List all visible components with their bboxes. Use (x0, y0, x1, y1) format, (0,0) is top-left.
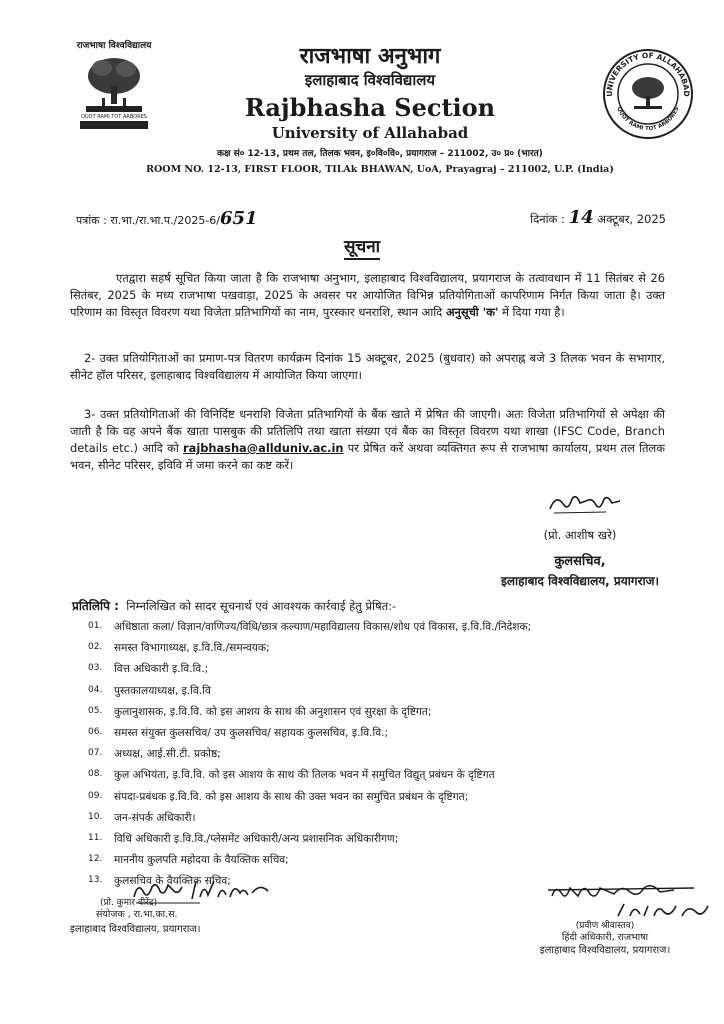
svg-text:राजभाषा विश्वविद्यालय: राजभाषा विश्वविद्यालय (76, 41, 152, 51)
list-item: 06. समस्त संयुक्त कुलसचिव/ उप कुलसचिव/ सहायक कुलसचिव, इ.वि.वि.; (88, 726, 389, 739)
schedule-ka-reference: अनुसूची 'क' (445, 305, 499, 319)
university-name-english: University of Allahabad (271, 124, 469, 142)
rajbhasha-emblem-logo (66, 38, 162, 130)
office-title-hindi: राजभाषा अनुभाग (299, 44, 441, 69)
list-item: 13. कुलसचिव के वैयक्तिक सचिव; (88, 875, 231, 888)
convener-designation: संयोजक , रा.भा.का.स. (96, 909, 178, 920)
list-item: 03. वित्त अधिकारी इ.वि.वि.; (88, 663, 209, 676)
hindi-officer-university: इलाहाबाद विश्वविद्यालय, प्रयागराज। (539, 945, 671, 956)
svg-text:QUOT RAMI TOT ARBORES: QUOT RAMI TOT ARBORES (615, 106, 681, 133)
address-hindi: कक्ष सं० 12-13, प्रथम तल, तिलक भवन, इ०वि०वि०, प्रयागराज – 211002, उ० प्र० (भारत) (217, 149, 543, 159)
convener-university: इलाहाबाद विश्वविद्यालय, प्रयागराज। (70, 924, 201, 935)
date-month-year: अक्टूबर, 2025 (597, 212, 666, 226)
letter-reference (76, 208, 258, 229)
reference-label: पत्रांक : रा.भा./रा.भा.प./2025-6/ (76, 214, 220, 227)
paragraph-1: एतद्वारा सहर्ष सूचित किया जाता है कि राजभाषा अनुभाग, इलाहाबाद विश्वविद्यालय, प्रयागराज के तत्वावधान में 11 सितंबर से 26 सितंबर, 2025 के मध्य राजभाषा पखवाड़ा, 2025 के अवसर पर आयोजित विभिन्न प्रतियोगिताओं कापरिणाम निर्गत किया जाता है। उक्त परिणाम का विस्तृत विवरण यथा विजेता प्रतिभागियों का नाम, पुरस्कार धनराशि, स्थान आदि अनुसूची 'क' में दिया गया है। (70, 271, 665, 319)
date-label: दिनांक : (530, 212, 565, 226)
list-item: 02. समस्त विभागाध्यक्ष, इ.वि.वि./समन्वयक; (88, 642, 270, 655)
registrar-signature (546, 489, 626, 517)
registrar-name: (प्रो. आशीष खरे) (543, 528, 617, 542)
paragraph-2: 2- उक्त प्रतियोगिताओं का प्रमाण-पत्र वितरण कार्यक्रम दिनांक 15 अक्टूबर, 2025 (बुधवार) को अपराह्न बजे 3 तिलक भवन के सभागार, सीनेट हॉल परिसर, इलाहाबाद विश्वविद्यालय में आयोजित किया जाएगा। (70, 351, 665, 382)
svg-text:QUOT RAMI TOT ARBORES: QUOT RAMI TOT ARBORES (81, 114, 147, 120)
list-item: 07. अध्यक्ष, आई.सी.टी. प्रकोष्ठ; (88, 748, 221, 761)
list-item: 11. विधि अधिकारी इ.वि.वि./प्लेसमेंट अधिकारी/अन्य प्रशासनिक अधिकारीगण; (88, 832, 399, 845)
university-seal-logo (602, 48, 694, 140)
hindi-officer-name: (प्रवीण श्रीवास्तव) (575, 921, 635, 931)
registrar-designation: कुलसचिव, (554, 554, 606, 569)
distribution-list (88, 620, 688, 895)
date-day: 14 (568, 207, 594, 228)
hindi-officer-designation: हिंदी अधिकारी, राजभाषा (561, 932, 649, 943)
list-item: 10. जन-संपर्क अधिकारी। (88, 811, 196, 824)
copy-to-heading: प्रतिलिपि : निम्नलिखित को सादर सूचनार्थ एवं आवश्यक कार्रवाई हेतु प्रेषित:- (72, 599, 397, 613)
paragraph-3: 3- उक्त प्रतियोगिताओं की विनिर्दिष्ट धनराशि विजेता प्रतिभागियों के बैंक खाते में प्रेषित की जाएगी। अतः विजेता प्रतिभागियों से अपेक्षा की जाती है कि वह अपने बैंक खाता पासबुक की प्रतिलिपि तथा खाता संख्या एवं बैंक का विस्तृत विवरण यथा शाखा (IFSC Code, Branch details etc.) आदि को rajbhasha@allduniv.ac.in पर प्रेषित करें अथवा व्यक्तिगत रूप से राजभाषा कार्यालय, प्रथम तल तिलक भवन, सीनेट परिसर, इविवि में जमा करने का कष्ट करें। (70, 407, 665, 472)
letter-date (530, 207, 666, 228)
svg-text:UNIVERSITY OF ALLAHABAD: UNIVERSITY OF ALLAHABAD (604, 50, 692, 97)
list-item: 04. पुस्तकालयाध्यक्ष, इ.वि.वि (88, 684, 211, 697)
convener-name: (प्रो. कुमार वीरेंद्र) (100, 898, 158, 908)
address-english: ROOM NO. 12-13, FIRST FLOOR, TILAk BHAWAN, UoA, Prayagraj – 211002, U.P. (India) (146, 164, 614, 175)
list-item: 01. अधिष्ठाता कला/ विज्ञान/वाणिज्य/विधि/छात्र कल्याण/महाविद्यालय विकास/शोध एवं विकास, इ.वि.वि./निदेशक; (88, 621, 532, 633)
list-item: 08. कुल अभियंता, इ.वि.वि. को इस आशय के साथ की तिलक भवन में समुचित विद्युत् प्रबंधन के दृष्टिगत (88, 769, 495, 782)
list-item: 12. माननीय कुलपति महोदया के वैयक्तिक सचिव; (88, 854, 289, 867)
list-item: 09. संपदा-प्रबंधक इ.वि.वि. को इस आशय के साथ की उक्त भवन का समुचित प्रबंधन के दृष्टिगत; (88, 790, 469, 803)
notice-title: सूचना (0, 234, 724, 257)
reference-number: 651 (220, 208, 258, 229)
registrar-university: इलाहाबाद विश्वविद्यालय, प्रयागराज। (500, 574, 660, 588)
copy-to-label: प्रतिलिपि : (72, 599, 119, 613)
email-link[interactable]: rajbhasha@allduniv.ac.in (183, 441, 344, 455)
office-title-english: Rajbhasha Section (244, 93, 496, 122)
university-name-hindi: इलाहाबाद विश्वविद्यालय (304, 71, 436, 89)
list-item: 05. कुलानुशासक, इ.वि.वि. को इस आशय के साथ की अनुशासन एवं सुरक्षा के दृष्टिगत; (88, 705, 432, 718)
